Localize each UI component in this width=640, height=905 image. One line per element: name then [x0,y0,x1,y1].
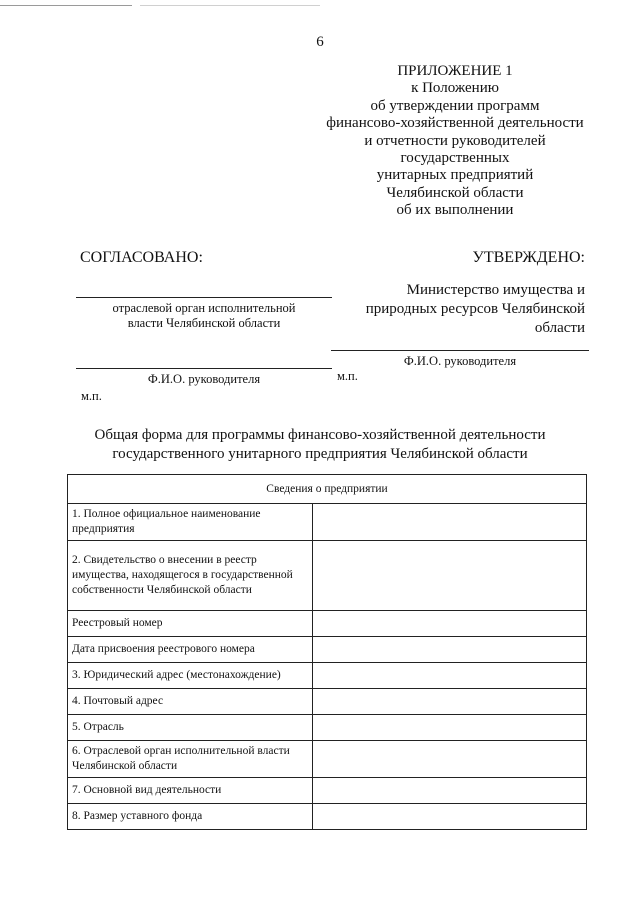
row-value-cell[interactable] [313,804,587,830]
signature-line [76,368,332,369]
table-header-row [68,475,587,504]
table-header: Сведения о предприятии [68,475,587,504]
row-label: Дата присвоения реестрового номера [68,637,313,663]
row-value-cell[interactable] [313,663,587,689]
agreed-stamp-mark: м.п. [81,389,102,403]
form-title-line-2: государственного унитарного предприятия Челябинской области [112,446,528,462]
table-row [68,611,587,637]
enterprise-info-table [67,474,587,830]
row-label: 5. Отрасль [68,715,313,741]
table-row [68,541,587,611]
appendix-line: к Положению [411,80,499,97]
agreed-heading: СОГЛАСОВАНО: [80,249,203,266]
approved-heading: УТВЕРЖДЕНО: [472,249,585,266]
table-row [68,637,587,663]
row-value-cell[interactable] [313,689,587,715]
agreed-org-caption-1: отраслевой орган исполнительной [112,301,296,315]
appendix-block [300,63,610,220]
row-label: 3. Юридический адрес (местонахождение) [68,663,313,689]
row-label: 1. Полное официальное наименование предприятия [68,504,313,541]
appendix-title: ПРИЛОЖЕНИЕ 1 [397,63,513,79]
row-value-cell[interactable] [313,611,587,637]
row-label: 4. Почтовый адрес [68,689,313,715]
row-label: 7. Основной вид деятельности [68,778,313,804]
row-label: 8. Размер уставного фонда [68,804,313,830]
row-value-cell[interactable] [313,741,587,778]
appendix-line: Челябинской области [386,184,524,201]
agreed-fio-caption: Ф.И.О. руководителя [147,372,261,386]
form-title-line-1: Общая форма для программы финансово-хозяйственной деятельности [94,427,546,443]
table-row [68,741,587,778]
appendix-line: государственных [400,150,510,167]
table-row [68,778,587,804]
appendix-line: об их выполнении [396,202,514,219]
row-value-cell[interactable] [313,541,587,611]
row-value-cell[interactable] [313,778,587,804]
appendix-line: и отчетности руководителей [364,132,546,149]
signature-line [331,350,589,351]
appendix-line: унитарных предприятий [376,167,534,184]
approved-fio-caption: Ф.И.О. руководителя [403,354,517,368]
table-row [68,504,587,541]
appendix-line: финансово-хозяйственной деятельности [326,115,584,132]
row-label: 6. Отраслевой орган исполнительной власти Челябинской области [68,741,313,778]
table-row [68,804,587,830]
agreed-org-caption-2: власти Челябинской области [127,316,281,330]
row-value-cell[interactable] [313,715,587,741]
form-title [60,426,580,464]
scan-artifact-line [140,5,320,6]
scan-artifact-line [0,5,132,6]
row-label: Реестровый номер [68,611,313,637]
ministry-line: природных ресурсов Челябинской [365,301,585,317]
appendix-line: об утверждении программ [370,97,540,114]
row-value-cell[interactable] [313,504,587,541]
page-number: 6 [316,34,324,50]
approved-ministry [360,281,585,338]
table-row [68,715,587,741]
approved-stamp-mark: м.п. [337,369,358,383]
row-value-cell[interactable] [313,637,587,663]
table-row [68,689,587,715]
table-row [68,663,587,689]
ministry-line: области [534,320,585,336]
signature-line [76,297,332,298]
row-label: 2. Свидетельство о внесении в реестр имущества, находящегося в государственной собственности Челябинской области [68,541,313,611]
ministry-line: Министерство имущества и [406,282,585,298]
